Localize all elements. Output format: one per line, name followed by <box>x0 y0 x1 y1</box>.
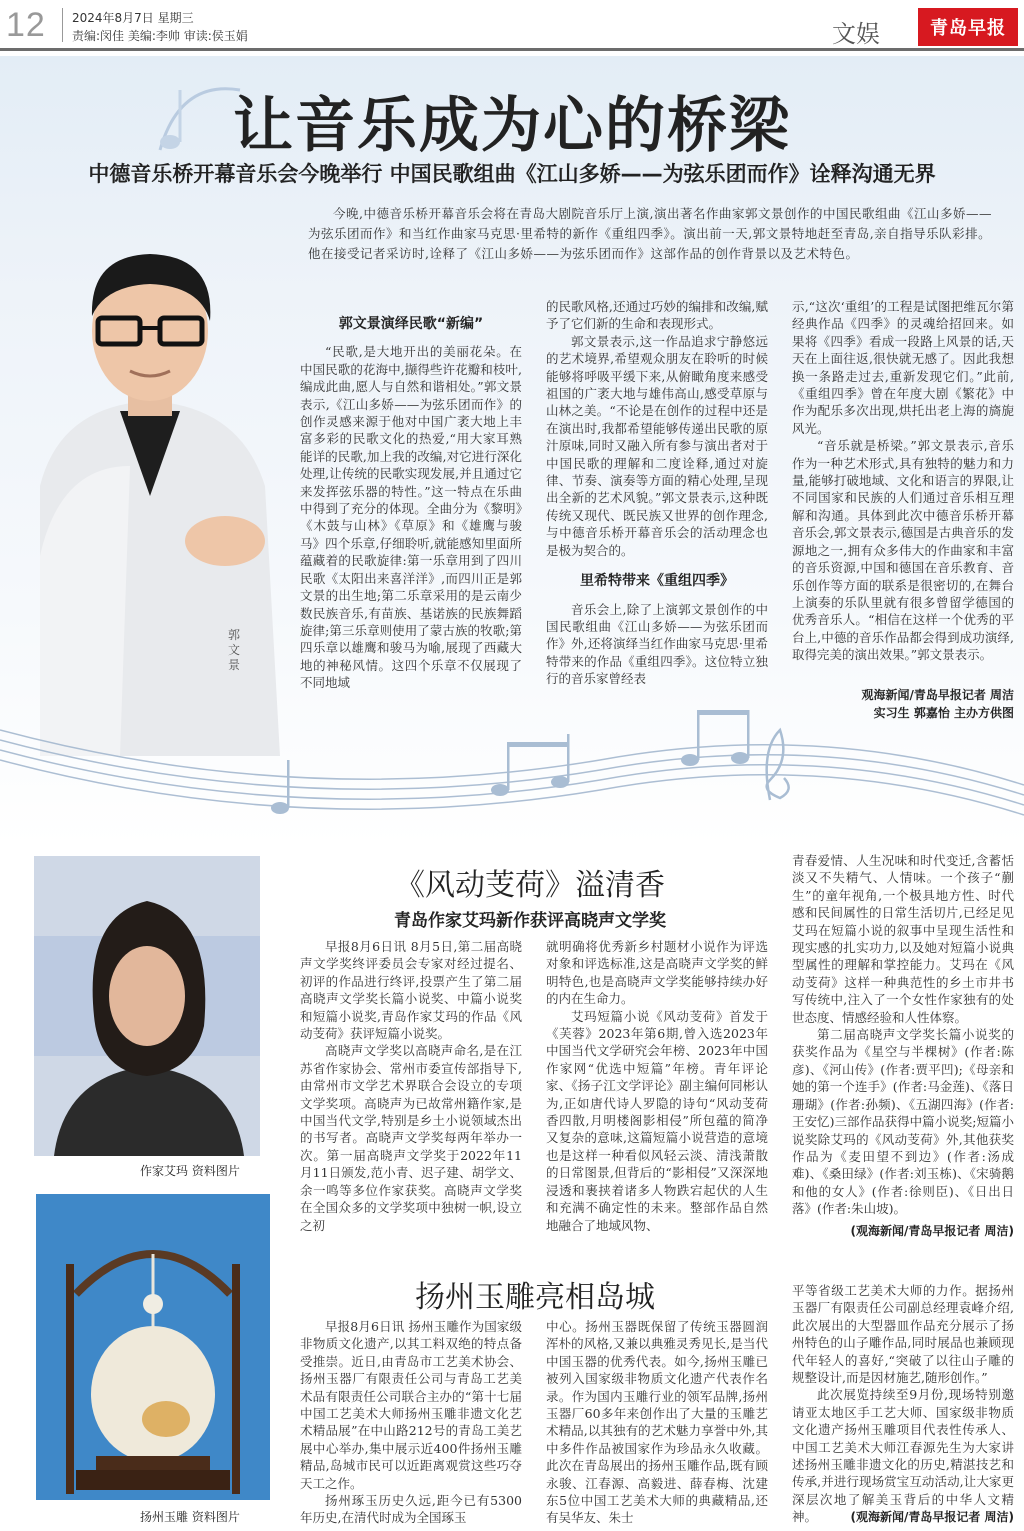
article3-col1-text: 早报8月6日讯 扬州玉雕作为国家级非物质文化遗产,以其工料双绝的特点备受推崇。近日,由青岛市工艺美术协会、扬州玉器厂有限责任公司与青岛工艺美术品有限责任公司联合主办的“第十七届中国工艺美术大师扬州玉雕非遗文化艺术精品展”在中山路212号的青岛工美艺展中心举办,集中展示近400件扬州玉雕精品,岛城市民可以近距离观赏这些巧夺天工之作。 <box>300 1319 522 1491</box>
date-line: 2024年8月7日 星期三 <box>72 11 194 25</box>
article2-col2b-text: 艾玛短篇小说《风动芰荷》首发于《芙蓉》2023年第6期,曾入选2023年中国当代文学研究会年榜、2023年中国作家网“优选中短篇”年榜。青年评论家、《扬子江文学评论》副主编何同彬认为,正如唐代诗人罗隐的诗句“风动芰荷香四散,月明楼阁影相侵”所包蕴的简净又复杂的意味,这篇短篇小说营造的意境也是这样一种看似风轻云淡、清浅萧散的日常图景,但背后的“影相侵”又深深地浸透和裹挟着诸多人物跌宕起伏的人生和充满不确定性的未来。整部作品自然地融合了地域风物、 <box>546 1008 768 1233</box>
article1-section2-title: 里希特带来《重组四季》 <box>580 573 734 590</box>
article1-column2 <box>546 298 768 718</box>
jade-carving-photo <box>36 1194 270 1500</box>
header-rule <box>0 48 1024 51</box>
article1-col2b-text: 郭文景表示,这一作品追求宁静悠远的艺术境界,希望观众朋友在聆听的时候能够将呼吸平缓下来,从俯瞰角度来感受祖国的广袤大地与雄伟高山,感受草原与山林之美。“不论是在创作的过程中还是在演出时,我都希望能够传递出民歌的原汁原味,同时又融入所有参与演出者对于中国民歌的理解和二度诠释,通过对旋律、节奏、演奏等方面的精心处理,呈现出全新的艺术风貌。”郭文景表示,这种既传统又现代、既民族又世界的创作理念,与中德音乐桥开幕音乐会的活动理念也是极为契合的。 <box>546 333 768 558</box>
article3-credit: (观海新闻/青岛早报记者 周洁) <box>850 1510 1014 1524</box>
article3-column2 <box>546 1318 768 1526</box>
article2-col1-text: 早报8月6日讯 8月5日,第二届高晓声文学奖终评委员会专家对经过提名、初评的作品进行终评,投票产生了第二届高晓声文学奖长篇小说奖、中篇小说奖和短篇小说奖,青岛作家艾玛的作品《风动芰荷》获评短篇小说奖。 <box>300 939 522 1042</box>
article2-column2 <box>546 938 768 1238</box>
article1-intro: 今晚,中德音乐桥开幕音乐会将在青岛大剧院音乐厅上演,演出著名作曲家郭文景创作的中国民歌组曲《江山多娇——为弦乐团而作》和当红作曲家马克思·里希特的新作《重组四季》。演出前一天,郭文景特地赶至青岛,亲自指导乐队彩排。他在接受记者采访时,诠释了《江山多娇——为弦乐团而作》这部作品的创作背景以及艺术特色。 <box>308 206 992 261</box>
music-staff-decoration <box>0 690 1024 850</box>
article3-col3-text: 平等省级工艺美术大师的力作。据扬州玉器厂有限责任公司副总经理袁峰介绍,此次展出的大型器皿作品充分展示了扬州特色的山子雕作品,同时展品也兼顾现代年轻人的喜好,“突破了以往山子雕的规整设计,而是因材施艺,随形创作。” <box>792 1283 1014 1386</box>
article3-column1 <box>300 1318 522 1526</box>
article1-col2a-text: 的民歌风格,还通过巧妙的编排和改编,赋予了它们新的生命和表现形式。 <box>546 299 768 332</box>
article1-col1-text: “民歌,是大地开出的美丽花朵。在中国民歌的花海中,撷得些许花瓣和枝叶,编成此曲,愿人与自然和谐相处。”郭文景表示,《江山多娇——为弦乐团而作》的创作灵感来源于他对中国广袤大地上丰富多彩的民歌文化的热爱,“用大家耳熟能详的民歌,加上我的改编,对它进行深化处理,让传统的民歌实现发展,并且通过它来发挥弦乐器的特性。”这一特点在乐曲中得到了充分的体现。全曲分为《黎明》《木鼓与山林》《草原》和《雄鹰与骏马》四个乐章,仔细聆听,就能感知里面所蕴藏着的民歌旋律:第一乐章用到了四川民歌《太阳出来喜洋洋》,而四川正是郭文景的出生地;第二乐章采用的是云南少数民族音乐,有苗族、基诺族的民族舞蹈旋律;第三乐章则使用了蒙古族的牧歌;第四乐章以雄鹰和骏马为喻,展现了西藏大地的神秘风情。这四个乐章不仅展现了不同地域 <box>300 344 522 691</box>
article1-section1-title: 郭文景演绎民歌“新编” <box>338 316 484 332</box>
article2-col3b-text: 第二届高晓声文学奖长篇小说奖的获奖作品为《星空与半棵树》(作者:陈彦)、《河山传》(作者:贾平凹);《母亲和她的第一个连手》(作者:马金莲)、《落日珊瑚》(作者:孙频)、《五湖四海》(作者:王安忆)三部作品获得中篇小说奖;短篇小说奖除艾玛的《风动芰荷》外,其他获奖作品为《麦田望不到边》(作者:汤成难)、《桑田绿》(作者:刘玉栋)、《宋骑鹅和他的女人》(作者:徐则臣)、《日出日落》(作者:朱山坡)。 <box>792 1027 1014 1217</box>
author-photo <box>34 856 260 1156</box>
portrait-photo <box>0 236 300 756</box>
article2-column1 <box>300 938 522 1238</box>
article1-col2c-text: 音乐会上,除了上演郭文景创作的中国民歌组曲《江山多娇——为弦乐团而作》外,还将演绎当红作曲家马克思·里希特带来的作品《重组四季》。这位特立独行的音乐家曾经表 <box>546 601 768 687</box>
article1-credit-line1: 观海新闻/青岛早报记者 周洁 <box>861 688 1014 702</box>
article1-credit-line2: 实习生 郭嘉怡 主办方供图 <box>873 706 1014 720</box>
portrait-caption: 郭文景 <box>228 628 241 672</box>
editors-line: 责编:闵佳 美编:李帅 审读:侯玉娟 <box>72 29 248 43</box>
author-photo-caption: 作家艾玛 资料图片 <box>140 1164 240 1178</box>
page-number: 12 <box>6 6 46 44</box>
article1-column3 <box>792 298 1014 684</box>
article3-col1b-text: 扬州琢玉历史久远,距今已有5300年历史,在清代时成为全国琢玉 <box>300 1493 522 1526</box>
article1-col3b-text: “音乐就是桥梁。”郭文景表示,音乐作为一种艺术形式,具有独特的魅力和力量,能够打破地域、文化和语言的界限,让不同国家和民族的人们通过音乐相互理解和沟通。具体到此次中德音乐桥开幕音乐会,郭文景表示,德国是古典音乐的发源地之一,拥有众多伟大的作曲家和丰富的音乐资源,中国和德国在音乐教育、音乐创作等方面的联系是很密切的,在舞台上演奏的乐队里就有很多曾留学德国的优秀音乐人。“相信在这样一个优秀的平台上,中德的音乐作品都会得到成功演绎,取得完美的演出效果。”郭文景表示。 <box>792 438 1014 663</box>
article3-col3b-text: 此次展览持续至9月份,现场特别邀请亚太地区手工艺大师、国家级非物质文化遗产扬州玉雕项目代表性传承人、中国工艺美术大师江春源先生为大家讲述扬州玉雕非遗文化的历史,精湛技艺和传承,并进行现场赏宝互动活动,让大家更深层次地了解美玉背后的中华人文精神。 <box>792 1387 1014 1525</box>
article3-col2-text: 中心。扬州玉器既保留了传统玉器圆润浑朴的风格,又兼以典雅灵秀见长,是当代中国玉器的优秀代表。如今,扬州玉雕已被列入国家级非物质文化遗产代表作名录。作为国内玉雕行业的领军品牌,扬州玉器厂60多年来创作出了大量的玉雕艺术精品,以其独有的艺术魅力享誉中外,其中多件作品被国家作为珍品永久收藏。此次在青岛展出的扬州玉雕作品,既有顾永骏、江春源、高毅进、薛春梅、沈建东5位中国工艺美术大师的典藏精品,还有吴华友、朱士 <box>546 1319 768 1526</box>
article2-col1b-text: 高晓声文学奖以高晓声命名,是在江苏省作家协会、常州市委宣传部指导下,由常州市文学艺术界联合会设立的专项文学奖项。高晓声为已故常州籍作家,是中国当代文学,特别是乡土小说领域杰出的书写者。高晓声文学奖每两年举办一次。第一届高晓声文学奖于2022年11月11日颁发,范小青、迟子建、胡学文、余一鸣等多位作家获奖。高晓声文学奖在全国众多的文学奖项中独树一帜,设立之初 <box>300 1043 522 1233</box>
article2-col3-text: 青春爱情、人生况味和时代变迁,含蓄恬淡又不失精气、人情味。一个孩子“蒯生”的童年视角,一个极具地方性、时代感和民间属性的日常生活切片,已经足见艾玛在短篇小说的叙事中呈现生活性和现实感的扎实功力,以及她对短篇小说典型属性的理解和掌控能力。艾玛在《风动芰荷》这样一种典范性的乡土市井书写传统中,注入了一个女性作家独有的处世态度、情感经验和人性体察。 <box>792 853 1014 1025</box>
article1-subheadline: 中德音乐桥开幕音乐会今晚举行 中国民歌组曲《江山多娇——为弦乐团而作》诠释沟通无界 <box>88 162 936 186</box>
jade-photo-caption: 扬州玉雕 资料图片 <box>140 1510 240 1524</box>
article3-headline: 扬州玉雕亮相岛城 <box>415 1280 655 1315</box>
article1-column1 <box>300 310 522 720</box>
article2-col2-text: 就明确将优秀新乡村题材小说作为评选对象和评选标准,这是高晓声文学奖的鲜明特色,也是高晓声文学奖能够持续办好的内在生命力。 <box>546 939 768 1007</box>
newspaper-logo: 青岛早报 <box>918 8 1018 46</box>
article2-headline: 《风动芰荷》溢清香 <box>395 868 665 903</box>
article2-column3 <box>792 852 1014 1224</box>
article2-subheadline: 青岛作家艾玛新作获评高晓声文学奖 <box>394 911 666 931</box>
header-divider <box>62 8 63 42</box>
article2-credit: (观海新闻/青岛早报记者 周洁) <box>850 1224 1014 1238</box>
article1-col3a-text: 示,“这次‘重组’的工程是试图把维瓦尔第经典作品《四季》的灵魂给招回来。如果将《四季》看成一段路上风景的话,天天在上面往返,很快就无感了。因此我想换一条路走过去,重新发现它们。”此前,《重组四季》曾在年度大剧《繁花》中作为配乐多次出现,烘托出老上海的旖旎风光。 <box>792 299 1014 436</box>
section-label: 文娱 <box>832 20 880 48</box>
article1-headline: 让音乐成为心的桥梁 <box>233 91 791 161</box>
